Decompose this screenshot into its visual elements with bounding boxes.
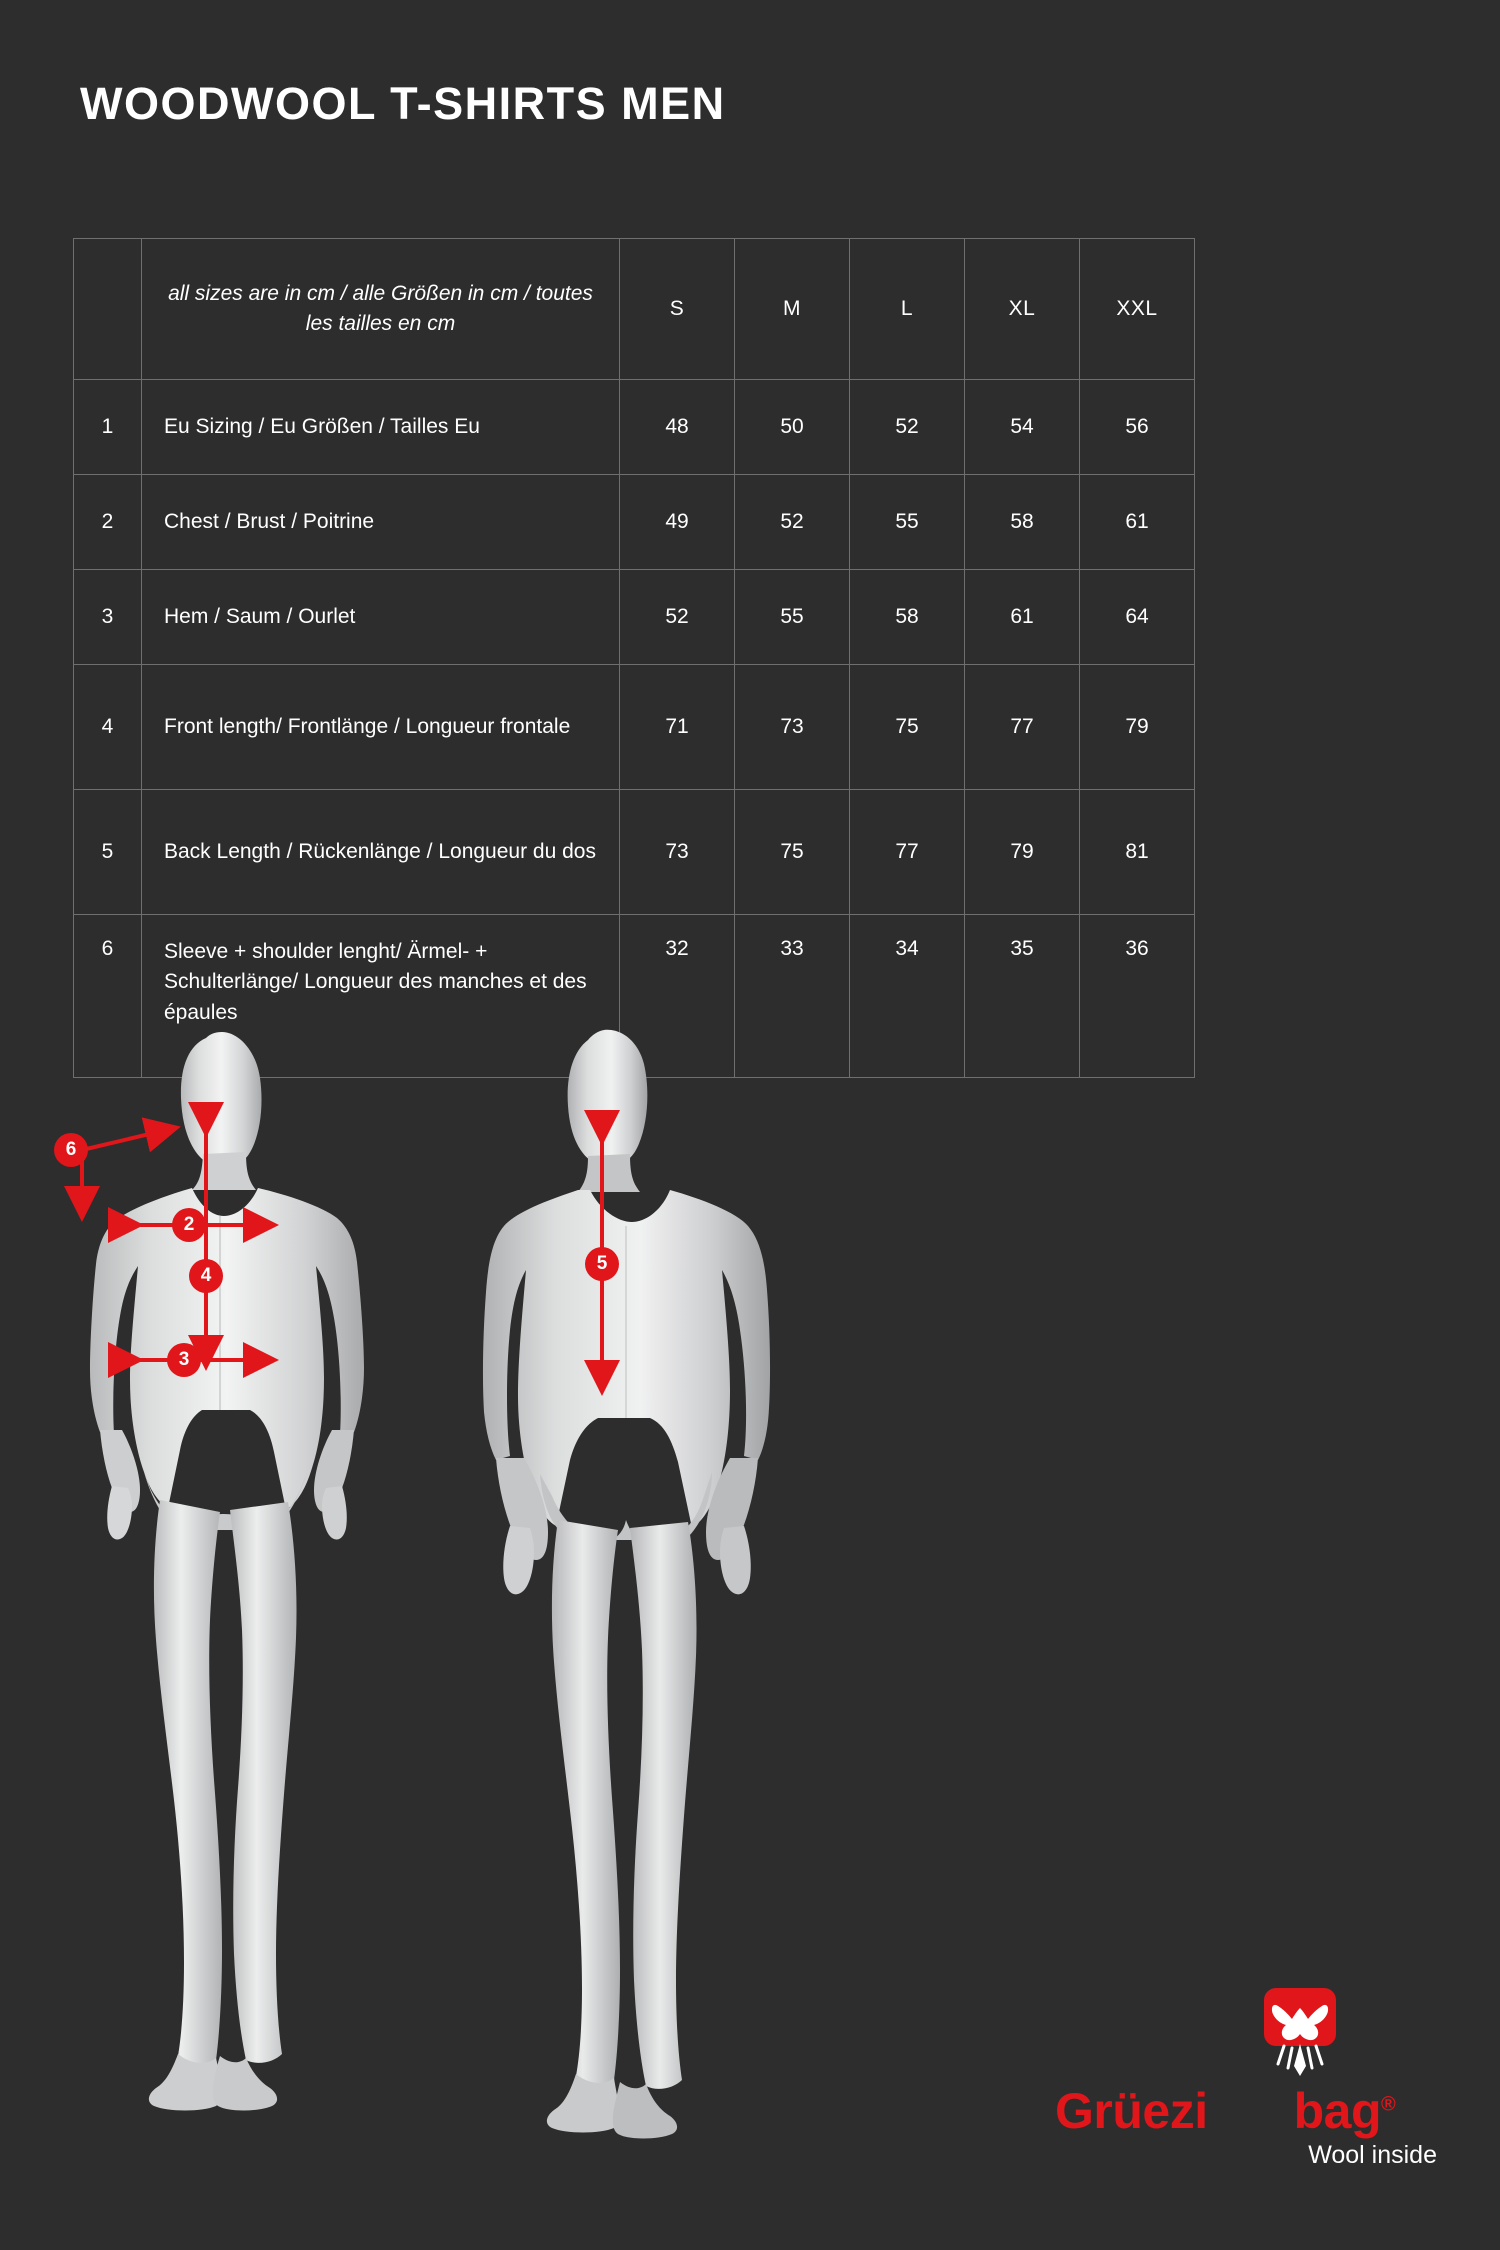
measure-arrow-6a [82, 1128, 175, 1150]
row-value-l: 75 [850, 665, 965, 790]
header-size-xxl: XXL [1080, 239, 1195, 380]
header-spacer-cell [74, 239, 142, 380]
figure-back [480, 1020, 950, 2215]
row-value-s: 32 [620, 915, 735, 1078]
left-hand-shape [503, 1526, 534, 1594]
row-value-m: 75 [735, 790, 850, 915]
male-mannequin-front-svg [60, 1020, 520, 2210]
header-size-m: M [735, 239, 850, 380]
row-value-xl: 79 [965, 790, 1080, 915]
head-shape [568, 1030, 648, 1167]
ram-badge-icon [1260, 1988, 1340, 2076]
row-value-s: 71 [620, 665, 735, 790]
row-value-m: 52 [735, 475, 850, 570]
right-foot-shape [213, 2056, 277, 2111]
row-number: 2 [74, 475, 142, 570]
row-value-xxl: 81 [1080, 790, 1195, 915]
row-value-m: 50 [735, 380, 850, 475]
row-description: Sleeve + shoulder lenght/ Ärmel- + Schulterlänge/ Longueur des manches et des épaules [142, 915, 620, 1078]
male-mannequin-back-svg [480, 1020, 950, 2210]
row-value-m: 55 [735, 570, 850, 665]
neck-shape [578, 1154, 640, 1192]
brand-tagline: Wool inside [1308, 2141, 1437, 2169]
row-description: Back Length / Rückenlänge / Longueur du dos [142, 790, 620, 915]
figure-front [60, 1020, 520, 2215]
left-foot-shape [547, 2074, 619, 2133]
right-hand-shape [322, 1486, 347, 1540]
row-description: Chest / Brust / Poitrine [142, 475, 620, 570]
row-value-s: 73 [620, 790, 735, 915]
marker-4: 4 [189, 1259, 223, 1293]
table-row [74, 665, 1195, 790]
marker-3: 3 [167, 1343, 201, 1377]
left-leg-shape [552, 1520, 620, 2085]
brand-name-second: bag [1293, 2083, 1381, 2139]
row-number: 6 [74, 915, 142, 1078]
table-row [74, 790, 1195, 915]
right-leg-shape [630, 1522, 697, 2089]
row-value-xl: 58 [965, 475, 1080, 570]
row-value-s: 49 [620, 475, 735, 570]
marker-6: 6 [54, 1133, 88, 1167]
row-number: 4 [74, 665, 142, 790]
registered-mark: ® [1381, 2093, 1396, 2116]
row-value-xxl: 61 [1080, 475, 1195, 570]
row-number: 1 [74, 380, 142, 475]
marker-5: 5 [585, 1247, 619, 1281]
table-row [74, 475, 1195, 570]
row-value-l: 55 [850, 475, 965, 570]
row-value-l: 77 [850, 790, 965, 915]
left-foot-shape [149, 2054, 221, 2111]
table-row [74, 570, 1195, 665]
row-value-xxl: 79 [1080, 665, 1195, 790]
brand-name-first: Grüezi [1055, 2083, 1208, 2139]
header-size-s: S [620, 239, 735, 380]
row-value-m: 33 [735, 915, 850, 1078]
row-description: Front length/ Frontlänge / Longueur frontale [142, 665, 620, 790]
row-description: Hem / Saum / Ourlet [142, 570, 620, 665]
left-leg-shape [154, 1500, 222, 2063]
right-leg-shape [230, 1502, 297, 2063]
row-value-l: 34 [850, 915, 965, 1078]
row-value-m: 73 [735, 665, 850, 790]
header-size-l: L [850, 239, 965, 380]
row-value-xl: 35 [965, 915, 1080, 1078]
brand-logo [1055, 1988, 1445, 2178]
right-foot-shape [613, 2082, 677, 2139]
left-hand-shape [107, 1486, 132, 1540]
table-header-row [74, 239, 1195, 380]
row-value-xl: 77 [965, 665, 1080, 790]
row-value-xl: 54 [965, 380, 1080, 475]
row-value-xxl: 56 [1080, 380, 1195, 475]
table-row [74, 380, 1195, 475]
row-number: 3 [74, 570, 142, 665]
size-table-container [73, 238, 1195, 1078]
header-size-xl: XL [965, 239, 1080, 380]
head-shape [181, 1032, 262, 1167]
page-title: WOODWOOL T-SHIRTS MEN [80, 78, 726, 129]
row-value-xxl: 64 [1080, 570, 1195, 665]
header-description-cell: all sizes are in cm / alle Größen in cm / toutes les tailles en cm [142, 239, 620, 380]
row-value-s: 48 [620, 380, 735, 475]
size-table [73, 238, 1195, 1078]
row-value-xxl: 36 [1080, 915, 1195, 1078]
brand-wordmark [1055, 2082, 1445, 2140]
row-value-l: 52 [850, 380, 965, 475]
row-number: 5 [74, 790, 142, 915]
row-value-xl: 61 [965, 570, 1080, 665]
marker-2: 2 [172, 1208, 206, 1242]
right-hand-shape [720, 1526, 751, 1594]
row-description: Eu Sizing / Eu Größen / Tailles Eu [142, 380, 620, 475]
row-value-s: 52 [620, 570, 735, 665]
row-value-l: 58 [850, 570, 965, 665]
